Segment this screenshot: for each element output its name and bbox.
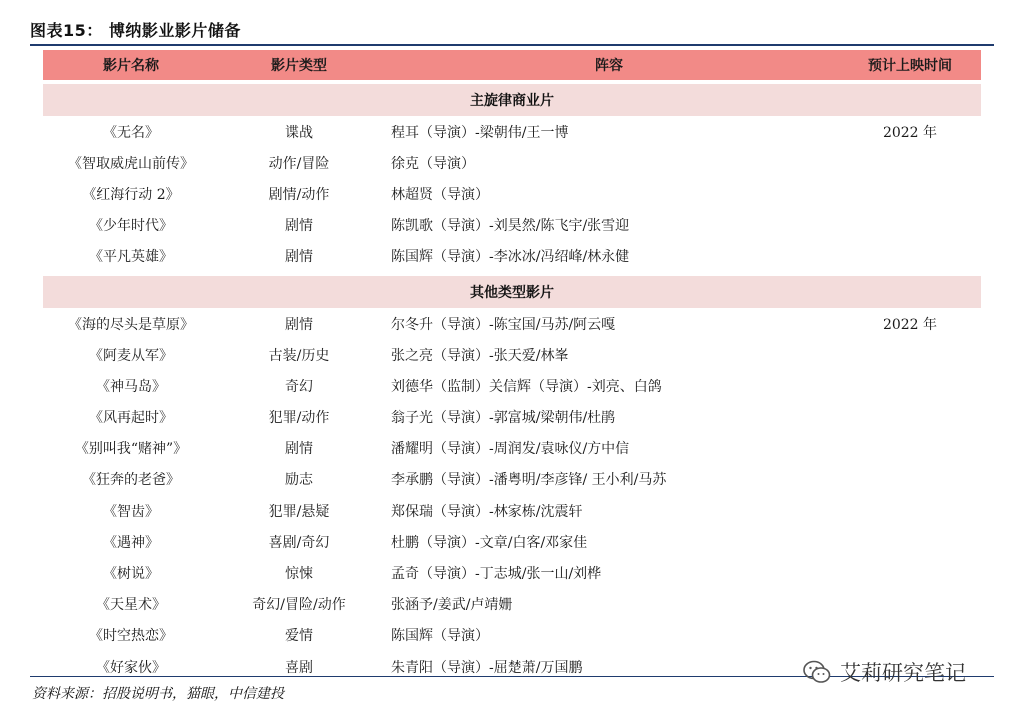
cast-cell: 尔冬升（导演）-陈宝国/马苏/阿云嘎 [391,316,616,333]
film-name-cell: 《神马岛》 [96,378,166,395]
watermark-text: 艾莉研究笔记 [840,661,966,685]
table-row [43,620,981,651]
film-name-cell: 《智齿》 [103,503,159,520]
cast-cell: 陈国辉（导演）-李冰冰/冯绍峰/林永健 [391,249,630,266]
film-name-cell: 《好家伙》 [96,659,166,676]
table-row [43,433,981,464]
film-genre-cell: 喜剧 [285,659,313,676]
film-genre-cell: 犯罪/悬疑 [268,503,330,520]
film-genre-cell: 剧情 [285,441,313,458]
section-header: 其他类型影片 [43,276,981,308]
film-genre-cell: 惊悚 [285,566,313,583]
header-film-genre: 影片类型 [271,58,327,74]
cast-cell: 张涵予/姜武/卢靖姗 [391,597,513,614]
film-genre-cell: 剧情 [285,249,313,266]
section-body [43,308,981,682]
film-genre-cell: 剧情 [285,316,313,333]
section-body [43,116,981,272]
cast-cell: 程耳（导演）-梁朝伟/王一博 [391,124,569,141]
film-name-cell: 《智取威虎山前传》 [68,155,194,172]
film-name-cell: 《阿麦从军》 [89,347,173,364]
film-name-cell: 《风再起时》 [89,410,173,427]
cast-cell: 杜鹏（导演）-文章/白客/邓家佳 [391,534,588,551]
header-cast: 阵容 [595,58,623,74]
table-row [43,147,981,178]
figure-title: 图表15： 博纳影业影片储备 [30,21,241,40]
table-row [43,402,981,433]
table-row [43,557,981,588]
table-row [43,370,981,401]
table-row [43,116,981,147]
film-name-cell: 《少年时代》 [89,218,173,235]
table-row [43,308,981,339]
title-rule [30,44,994,46]
cast-cell: 朱青阳（导演）-屈楚萧/万国鹏 [391,659,583,676]
cast-cell: 张之亮（导演）-张天爱/林峯 [391,347,569,364]
release-cell: 2022 年 [882,124,938,141]
cast-cell: 孟奇（导演）-丁志城/张一山/刘桦 [391,566,602,583]
table-row [43,495,981,526]
film-genre-cell: 爱情 [285,628,313,645]
film-name-cell: 《天星术》 [96,597,166,614]
film-pipeline-table [43,50,981,682]
film-name-cell: 《时空热恋》 [89,628,173,645]
film-genre-cell: 剧情 [285,218,313,235]
film-genre-cell: 奇幻 [285,378,313,395]
watermark [802,657,966,687]
section-header: 主旋律商业片 [43,84,981,116]
film-genre-cell: 犯罪/动作 [268,410,330,427]
film-genre-cell: 奇幻/冒险/动作 [252,597,346,614]
film-name-cell: 《狂奔的老爸》 [82,472,180,489]
cast-cell: 林超贤（导演） [391,186,489,203]
table-row [43,210,981,241]
table-row [43,241,981,272]
cast-cell: 李承鹏（导演）-潘粤明/李彦锋/ 王小利/马苏 [391,472,667,489]
header-film-name: 影片名称 [103,58,159,74]
film-name-cell: 《无名》 [103,124,159,141]
release-cell: 2022 年 [882,316,938,333]
film-name-cell: 《平凡英雄》 [89,249,173,266]
cast-cell: 刘德华（监制）关信辉（导演）-刘亮、白鸽 [391,378,662,395]
cast-cell: 陈凯歌（导演）-刘昊然/陈飞宇/张雪迎 [391,218,630,235]
cast-cell: 潘耀明（导演）-周润发/袁咏仪/方中信 [391,441,630,458]
table-row [43,526,981,557]
header-release: 预计上映时间 [868,58,952,74]
film-genre-cell: 励志 [285,472,313,489]
film-name-cell: 《海的尽头是草原》 [68,316,194,333]
film-genre-cell: 喜剧/奇幻 [268,534,330,551]
film-genre-cell: 谍战 [285,124,313,141]
cast-cell: 翁子光（导演）-郭富城/梁朝伟/杜鹃 [391,410,616,427]
wechat-icon [802,659,832,685]
film-genre-cell: 动作/冒险 [268,155,330,172]
cast-cell: 徐克（导演） [391,155,475,172]
cast-cell: 郑保瑞（导演）-林家栋/沈震轩 [391,503,583,520]
table-header [43,50,981,80]
table-row [43,339,981,370]
film-genre-cell: 古装/历史 [268,347,330,364]
film-name-cell: 《树说》 [103,566,159,583]
film-name-cell: 《红海行动 2》 [82,186,180,203]
cast-cell: 陈国辉（导演） [391,628,489,645]
film-genre-cell: 剧情/动作 [268,186,330,203]
table-row [43,589,981,620]
source-note: 资料来源：招股说明书，猫眼，中信建投 [32,686,284,702]
table-row [43,464,981,495]
table-row [43,178,981,209]
film-name-cell: 《别叫我“赌神”》 [74,441,188,458]
film-name-cell: 《遇神》 [103,534,159,551]
